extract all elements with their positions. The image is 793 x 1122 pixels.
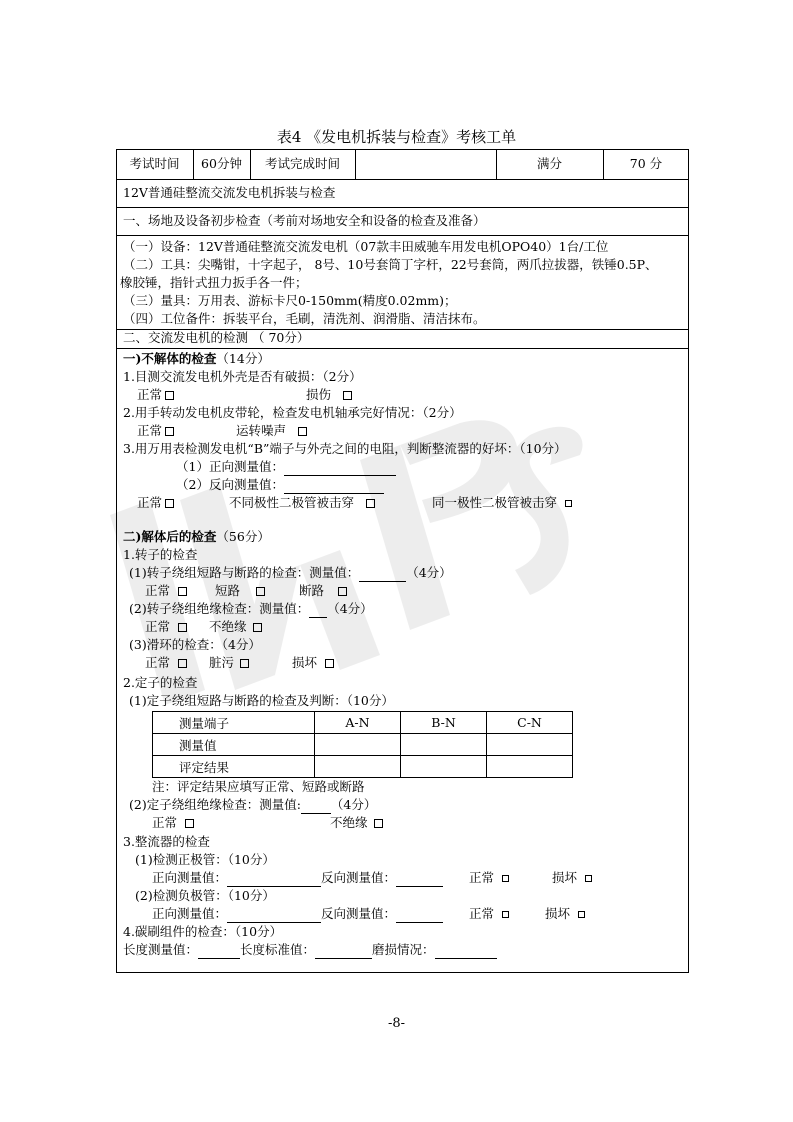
rect-q2-opt-normal: 正常: [469, 906, 495, 921]
rect-q2-forward-field[interactable]: [227, 908, 321, 923]
rotor-q3-text: (3)滑环的检查：（4分）: [129, 637, 261, 652]
rotor-q3-opt-damaged: 损坏: [292, 655, 318, 670]
brush-standard-field[interactable]: [315, 944, 372, 959]
rotor-q1-normal-checkbox[interactable]: [178, 587, 187, 596]
q1-normal-checkbox[interactable]: [165, 391, 174, 400]
q1-opt-damage: 损伤: [306, 387, 332, 402]
table-cell-an-result[interactable]: [315, 756, 401, 778]
rect-q2-opt-damaged: 损坏: [545, 906, 571, 921]
part1-heading: 一)不解体的检查: [123, 351, 217, 366]
table-header-bn: B-N: [401, 712, 487, 734]
q3-text: 3.用万用表检测发电机“B”端子与外壳之间的电阻，判断整流器的好坏：（10分）: [123, 441, 567, 456]
stator-heading: 2.定子的检查: [123, 675, 198, 690]
divider: [116, 207, 689, 208]
q3-forward-field[interactable]: [284, 461, 396, 476]
rotor-q1-open-checkbox[interactable]: [338, 587, 347, 596]
divider: [116, 348, 689, 349]
equipment-line: （一）设备：12V普通硅整流交流发电机（07款丰田威驰车用发电机OPO40）1台/工位: [123, 239, 609, 254]
table-cell-an-value[interactable]: [315, 734, 401, 756]
q3-reverse-label: （2）反向测量值：: [176, 477, 284, 492]
stator-q2-insulation-checkbox[interactable]: [374, 819, 383, 828]
finish-time-field[interactable]: [355, 149, 496, 179]
q3-reverse-field[interactable]: [284, 479, 384, 494]
rotor-q2-opt-normal: 正常: [145, 619, 171, 634]
rotor-q1-opt-open: 断路: [299, 583, 325, 598]
stator-note: 注：评定结果应填写正常、短路或断路: [152, 779, 365, 794]
spares-line: （四）工位备件：拆装平台，毛刷，清洗剂、润滑脂、清洁抹布。: [123, 311, 486, 326]
q1-text: 1.目测交流发电机外壳是否有破损：（2分）: [123, 369, 362, 384]
divider: [116, 235, 689, 236]
page-number: -8-: [387, 1016, 406, 1031]
exam-time-value: 60分钟: [201, 156, 242, 171]
stator-table: [152, 711, 573, 778]
table-cell-bn-value[interactable]: [401, 734, 487, 756]
rotor-q2-normal-checkbox[interactable]: [178, 623, 187, 632]
brush-length-field[interactable]: [198, 944, 240, 959]
gauges-line: （三）量具：万用表、游标卡尺0-150mm(精度0.02mm)；: [123, 293, 457, 308]
rotor-q1-opt-short: 短路: [215, 583, 241, 598]
table-cell-cn-result[interactable]: [487, 756, 573, 778]
table-header-cn: C-N: [487, 712, 573, 734]
rect-q1-reverse-field[interactable]: [396, 872, 443, 887]
q1-opt-normal: 正常: [137, 387, 163, 402]
rotor-q1-field[interactable]: [359, 567, 406, 582]
stator-q1-text: (1)定子绕组短路与断路的检查及判断：（10分）: [129, 693, 394, 708]
page-title: 表4 《发电机拆装与检查》考核工单: [276, 128, 517, 146]
table-header-terminal: 测量端子: [153, 712, 315, 734]
finish-time-label: 考试完成时间: [264, 156, 340, 171]
q2-noise-checkbox[interactable]: [298, 427, 307, 436]
stator-q2-field[interactable]: [301, 799, 331, 814]
rect-q1-opt-damaged: 损坏: [552, 870, 578, 885]
rectifier-heading: 3.整流器的检查: [123, 834, 210, 849]
rect-q2-reverse-field[interactable]: [396, 908, 443, 923]
rotor-q2-field[interactable]: [309, 603, 327, 618]
q2-opt-normal: 正常: [137, 423, 163, 438]
section2-heading: 二、交流发电机的检测 （ 70分）: [123, 330, 310, 345]
q3-opt-same-polarity: 同一极性二极管被击穿: [432, 495, 558, 510]
table-row-label-result: 评定结果: [153, 756, 315, 778]
q2-normal-checkbox[interactable]: [165, 427, 174, 436]
rotor-q3-opt-dirty: 脏污: [209, 655, 235, 670]
rotor-q1-opt-normal: 正常: [145, 583, 171, 598]
table-row: [153, 712, 573, 734]
rect-q2-damaged-checkbox[interactable]: [578, 911, 585, 918]
brush-wear-field[interactable]: [435, 944, 497, 959]
rect-q1-text: (1)检测正极管：（10分）: [135, 852, 275, 867]
q2-opt-noise: 运转噪声: [236, 423, 287, 438]
table-row: [153, 734, 573, 756]
brush-standard-label: 长度标准值：: [240, 942, 316, 957]
tools-line: （二）工具：尖嘴钳，十字起子， 8号、10号套筒丁字杆，22号套筒，两爪拉拔器，铁锤0.5P、: [123, 257, 658, 272]
brush-heading: 4.碳刷组件的检查：（10分）: [123, 924, 283, 939]
table-row: [153, 756, 573, 778]
stator-q2-opt-normal: 正常: [152, 815, 178, 830]
full-score-label: 满分: [536, 156, 562, 171]
section1-heading: 一、场地及设备初步检查（考前对场地安全和设备的检查及准备）: [123, 213, 486, 228]
divider: [116, 179, 689, 180]
rotor-q2-score: （4分）: [327, 601, 373, 616]
rect-q1-opt-normal: 正常: [469, 870, 495, 885]
rotor-q3-dirty-checkbox[interactable]: [240, 659, 249, 668]
rect-q2-normal-checkbox[interactable]: [502, 911, 509, 918]
table-header-an: A-N: [315, 712, 401, 734]
rotor-q2-insulation-checkbox[interactable]: [253, 623, 262, 632]
tools-line-cont: 橡胶锤，指针式扭力扳手各一件；: [120, 275, 308, 290]
rect-q1-normal-checkbox[interactable]: [502, 875, 509, 882]
stator-q2-normal-checkbox[interactable]: [185, 819, 194, 828]
q1-damage-checkbox[interactable]: [343, 391, 352, 400]
full-score-value: 70 分: [629, 156, 663, 171]
rotor-q2-text: (2)转子绕组绝缘检查：测量值：: [129, 601, 310, 616]
rotor-q1-short-checkbox[interactable]: [256, 587, 265, 596]
rotor-heading: 1.转子的检查: [123, 547, 198, 562]
brush-wear-label: 磨损情况：: [372, 942, 435, 957]
q3-same-polarity-checkbox[interactable]: [565, 500, 572, 507]
part1-score: （14分）: [216, 351, 270, 366]
stator-q2-opt-insulation: 不绝缘: [330, 815, 368, 830]
rotor-q3-damaged-checkbox[interactable]: [325, 659, 334, 668]
rect-q2-text: (2)检测负极管：（10分）: [135, 888, 275, 903]
stator-q2-text: (2)定子绕组绝缘检查：测量值:: [129, 797, 301, 812]
rotor-q3-opt-normal: 正常: [145, 655, 171, 670]
rotor-q2-opt-insulation: 不绝缘: [209, 619, 247, 634]
rect-q1-forward-field[interactable]: [227, 872, 321, 887]
rect-q1-forward-label: 正向测量值：: [152, 870, 228, 885]
rect-q1-damaged-checkbox[interactable]: [585, 875, 592, 882]
rotor-q1-score: （4分）: [406, 565, 452, 580]
stator-q2-score: （4分）: [330, 797, 377, 812]
q3-opt-normal: 正常: [137, 495, 163, 510]
brush-length-label: 长度测量值：: [123, 942, 199, 957]
rect-q2-forward-label: 正向测量值：: [152, 906, 228, 921]
q2-text: 2.用手转动发电机皮带轮，检查发电机轴承完好情况：（2分）: [123, 405, 462, 420]
part2-score: （56分）: [216, 529, 270, 544]
rect-q2-reverse-label: 反向测量值：: [321, 906, 397, 921]
exam-time-label: 考试时间: [129, 156, 180, 171]
table-cell-bn-result[interactable]: [401, 756, 487, 778]
q3-forward-label: （1）正向测量值：: [176, 459, 284, 474]
part2-heading: 二)解体后的检查: [123, 529, 217, 544]
q3-opt-diff-polarity: 不同极性二极管被击穿: [229, 495, 355, 510]
rotor-q1-text: (1)转子绕组短路与断路的检查：测量值：: [129, 565, 360, 580]
subject-title: 12V普通硅整流交流发电机拆装与检查: [123, 185, 336, 200]
table-cell-cn-value[interactable]: [487, 734, 573, 756]
q3-diff-polarity-checkbox[interactable]: [366, 499, 375, 508]
rotor-q3-normal-checkbox[interactable]: [178, 659, 187, 668]
q3-normal-checkbox[interactable]: [165, 499, 174, 508]
table-row-label-value: 测量值: [153, 734, 315, 756]
rect-q1-reverse-label: 反向测量值：: [321, 870, 397, 885]
